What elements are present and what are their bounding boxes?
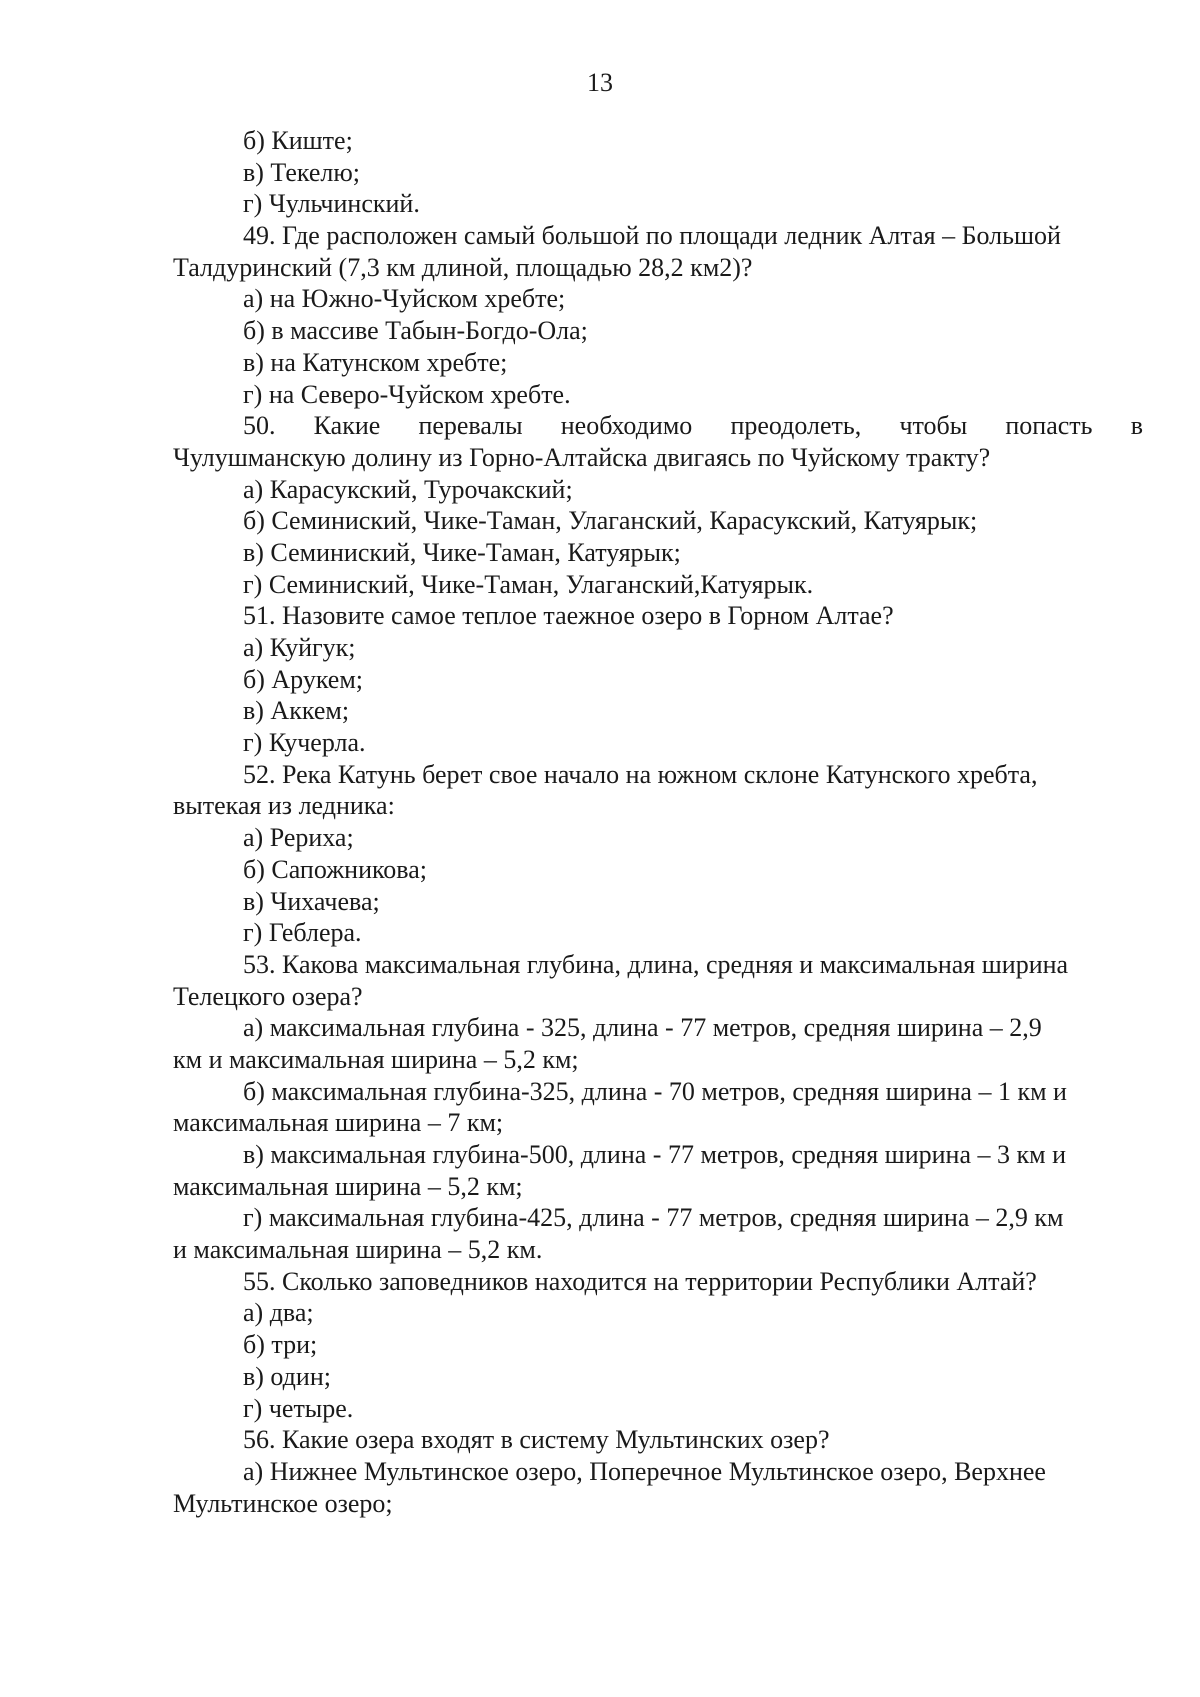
answer-option: б) Семиниский, Чике-Таман, Улаганский, Карасукский, Катуярык;: [243, 506, 978, 536]
question-52-line-1: 52. Река Катунь берет свое начало на южном склоне Катунского хребта,: [243, 759, 1038, 789]
answer-option: г) Кучерла.: [243, 728, 366, 758]
answer-option-continued: Мультинское озеро;: [173, 1488, 393, 1518]
answer-option: в) на Катунском хребте;: [243, 347, 508, 377]
answer-option: б) три;: [243, 1330, 318, 1360]
answer-option: а) максимальная глубина - 325, длина - 77 метров, средняя ширина – 2,9: [243, 1013, 1042, 1043]
answer-option: б) Киште;: [243, 126, 353, 155]
question-56: 56. Какие озера входят в систему Мультинских озер?: [243, 1425, 830, 1455]
answer-option: г) Чульчинский.: [243, 189, 420, 219]
answer-option: б) Сапожникова;: [243, 854, 427, 884]
answer-option: г) Семиниский, Чике-Таман, Улаганский,Катуярык.: [243, 569, 814, 599]
word: попасть: [1005, 411, 1093, 441]
answer-option: б) в массиве Табын-Богдо-Ола;: [243, 316, 588, 346]
answer-option: г) четыре.: [243, 1393, 354, 1423]
word: преодолеть,: [730, 411, 862, 441]
page-number: 13: [587, 68, 613, 97]
answer-option: г) Геблера.: [243, 918, 362, 948]
answer-option: в) один;: [243, 1361, 331, 1391]
answer-option: в) Семиниский, Чике-Таман, Катуярык;: [243, 537, 681, 567]
answer-option-continued: и максимальная ширина – 5,2 км.: [173, 1235, 543, 1265]
answer-option-continued: максимальная ширина – 7 км;: [173, 1108, 504, 1138]
word: Какие: [313, 411, 381, 441]
question-52-line-2: вытекая из ледника:: [173, 791, 395, 821]
word: перевалы: [418, 411, 523, 441]
answer-option: а) Куйгук;: [243, 633, 356, 662]
answer-option: а) Карасукский, Турочакский;: [243, 474, 573, 504]
question-49-line-1: 49. Где расположен самый большой по площади ледник Алтая – Большой: [243, 221, 1061, 251]
answer-option: в) Чихачева;: [243, 886, 380, 916]
word: необходимо: [560, 411, 693, 441]
question-53-line-2: Телецкого озера?: [173, 981, 363, 1011]
question-49-line-2: Талдуринский (7,3 км длиной, площадью 28,2 км2)?: [173, 252, 753, 282]
answer-option: в) максимальная глубина-500, длина - 77 метров, средняя ширина – 3 км и: [243, 1140, 1066, 1169]
question-55: 55. Сколько заповедников находится на территории Республики Алтай?: [243, 1266, 1037, 1296]
word: чтобы: [899, 411, 968, 441]
answer-option: а) на Южно-Чуйском хребте;: [243, 284, 566, 314]
answer-option: а) Рериха;: [243, 823, 354, 853]
question-51: 51. Назовите самое теплое таежное озеро в Горном Алтае?: [243, 601, 894, 631]
question-50-line-1: [173, 410, 1143, 442]
answer-option: г) максимальная глубина-425, длина - 77 метров, средняя ширина – 2,9 км: [243, 1203, 1064, 1233]
answer-option: б) Арукем;: [243, 664, 364, 694]
answer-option: в) Текелю;: [243, 157, 361, 187]
answer-option: а) Нижнее Мультинское озеро, Поперечное Мультинское озеро, Верхнее: [243, 1456, 1046, 1486]
answer-option: б) максимальная глубина-325, длина - 70 метров, средняя ширина – 1 км и: [243, 1076, 1067, 1106]
question-50-line-2: Чулушманскую долину из Горно-Алтайска двигаясь по Чуйскому тракту?: [173, 442, 991, 472]
answer-option: а) два;: [243, 1298, 314, 1328]
word: в: [1130, 411, 1143, 441]
answer-option-continued: максимальная ширина – 5,2 км;: [173, 1171, 523, 1201]
answer-option-continued: км и максимальная ширина – 5,2 км;: [173, 1044, 579, 1074]
question-53-line-1: 53. Какова максимальная глубина, длина, средняя и максимальная ширина: [243, 949, 1069, 979]
word: 50.: [243, 411, 276, 441]
page-content: [173, 125, 1143, 1519]
answer-option: г) на Северо-Чуйском хребте.: [243, 379, 571, 409]
answer-option: в) Аккем;: [243, 696, 350, 726]
